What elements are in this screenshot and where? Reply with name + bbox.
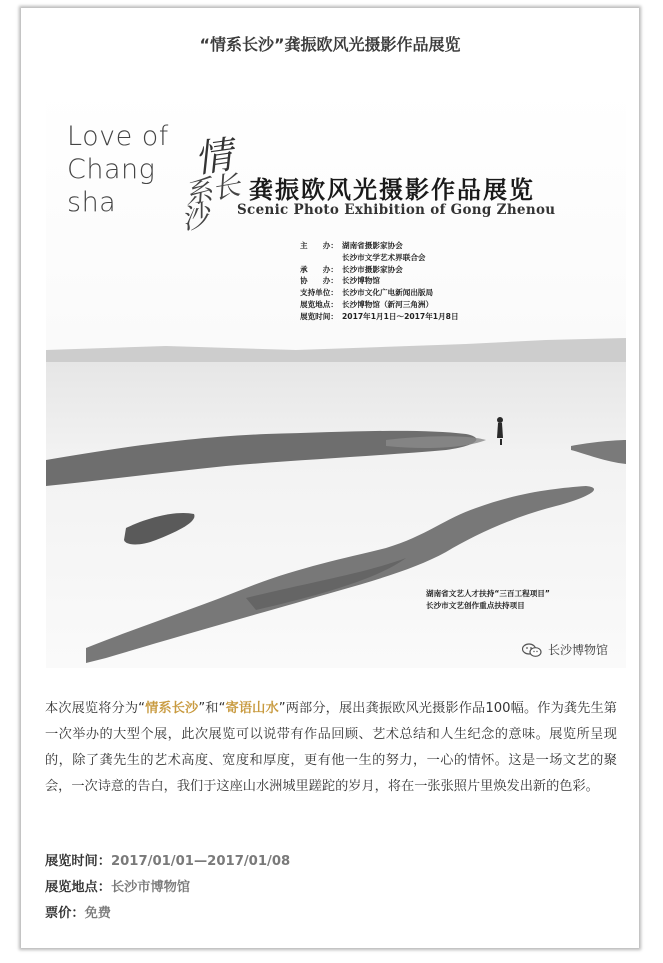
exhibition-place [45, 876, 617, 895]
organizer-value: 长沙博物馆 [342, 276, 380, 286]
organizer-row [300, 275, 459, 287]
watermark [522, 641, 608, 658]
exhibition-time [45, 850, 617, 869]
calligraphy-char: 系长 [181, 168, 243, 211]
organizer-label: 协 办： [300, 276, 338, 286]
support-line: 长沙市文艺创作重点扶持项目 [426, 601, 525, 610]
organizer-value: 长沙市摄影家协会 [342, 264, 403, 274]
paragraph-text: ”两部分，展出龚振欧风光摄影作品100幅。作为龚先生第一次举办的大型个展，此次展览可以说带有作品回顾、艺术总结和人生纪念的意味。展览所呈现的，除了龚先生的艺术高度、宽度和厚度，更有他一生的努力，一心的情怀。这是一场文艺的聚会，一次诗意的告白，我们于这座山水洲城里蹉跎的岁月，将在一张张照片里焕发出新的色彩。 [45, 701, 617, 794]
info-value: 免费 [84, 906, 111, 921]
love-line: Love of [67, 121, 169, 152]
paragraph-text: 本次展览将分为“ [45, 701, 145, 716]
organizer-row [300, 252, 459, 264]
organizer-value: 长沙市文化广电新闻出版局 [342, 288, 434, 298]
love-line: Chang [67, 154, 156, 185]
info-label: 展览时间： [45, 854, 111, 869]
poster-title-en: Scenic Photo Exhibition of Gong Zhenou [237, 202, 556, 218]
info-label: 票价： [45, 906, 85, 921]
organizer-row [300, 287, 459, 299]
wechat-icon [522, 643, 542, 657]
support-notes [426, 588, 550, 612]
organizer-row [300, 311, 459, 323]
love-line: sha [67, 187, 117, 218]
exhibition-poster [46, 88, 626, 668]
organizer-label: 主 办： [300, 241, 338, 250]
organizer-label: 展览地点： [300, 299, 338, 309]
organizer-list [300, 240, 459, 323]
calligraphy-char: 情 [191, 132, 236, 182]
paragraph-text: ”和“ [198, 701, 226, 716]
calligraphy-char: 沙 [177, 198, 213, 237]
organizer-label [300, 252, 342, 264]
support-line: 湖南省文艺人才扶持“三百工程项目” [426, 589, 550, 598]
info-value: 长沙市博物馆 [110, 880, 191, 895]
highlight-text: 情系长沙 [144, 701, 199, 716]
page-title: “情系长沙”龚振欧风光摄影作品展览 [199, 35, 461, 54]
organizer-label: 展览时间： [300, 311, 338, 321]
article-paragraph [45, 696, 617, 800]
info-value: 2017/01/01—2017/01/08 [110, 854, 291, 869]
watermark-text: 长沙博物馆 [547, 643, 608, 657]
info-label: 展览地点： [45, 880, 111, 895]
organizer-label: 承 办： [300, 264, 338, 274]
article-card [21, 8, 639, 948]
organizer-row [300, 264, 459, 276]
organizer-value: 长沙市文学艺术界联合会 [342, 252, 426, 262]
poster-title-cn: 龚振欧风光摄影作品展览 [249, 176, 535, 204]
organizer-value: 长沙博物馆（新河三角洲） [342, 299, 434, 309]
poster-love-title [67, 120, 169, 219]
organizer-row [300, 240, 459, 252]
highlight-text: 寄语山水 [225, 701, 279, 716]
organizer-row [300, 299, 459, 311]
organizer-value: 湖南省摄影家协会 [342, 241, 403, 250]
organizer-value: 2017年1月1日～2017年1月8日 [342, 311, 459, 321]
ticket-price [45, 902, 617, 921]
organizer-label: 支持单位： [300, 288, 338, 298]
